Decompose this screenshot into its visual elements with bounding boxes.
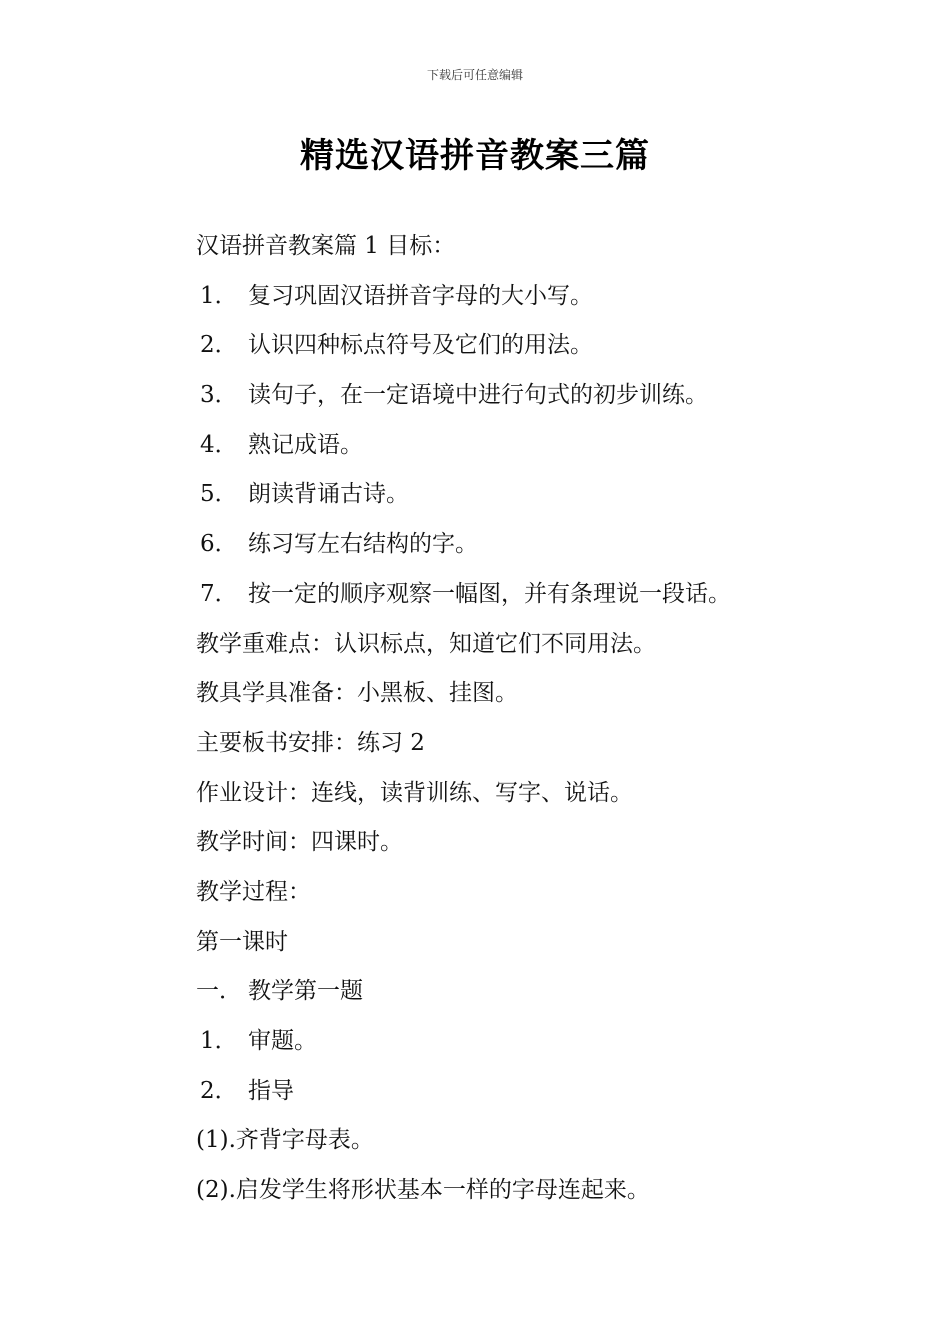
- list-number: 1．: [200, 282, 238, 309]
- paragraph-text: 第一课时: [196, 928, 288, 955]
- paragraph-text: (2).启发学生将形状基本一样的字母连起来。: [196, 1177, 650, 1204]
- list-item: [196, 470, 896, 520]
- paragraph-text: 主要板书安排：练习 2: [196, 729, 425, 756]
- list-item: [196, 967, 896, 1017]
- sub-list-item: [196, 1116, 896, 1166]
- sub-list-item: [196, 1166, 896, 1216]
- paragraph-text: 作业设计：连线，读背训练、写字、说话。: [196, 779, 633, 806]
- list-item-text: 读句子，在一定语境中进行句式的初步训练。: [248, 382, 708, 409]
- paragraph-text: 教学过程：: [196, 878, 311, 905]
- list-item: [196, 272, 896, 322]
- list-number: 5．: [200, 481, 238, 508]
- paragraph-text: 教学时间：四课时。: [196, 829, 403, 856]
- list-item: [196, 570, 896, 620]
- paragraph: [196, 818, 896, 868]
- paragraph: [196, 769, 896, 819]
- paragraph-text: 教具学具准备：小黑板、挂图。: [196, 680, 518, 707]
- paragraph: [196, 719, 896, 769]
- list-number: 一．: [196, 978, 242, 1005]
- paragraph-heading: [196, 222, 896, 272]
- list-item-text: 练习写左右结构的字。: [248, 531, 478, 558]
- list-number: 6．: [200, 531, 238, 558]
- paragraph-text: 汉语拼音教案篇 1 目标：: [196, 233, 456, 259]
- list-item: [196, 1017, 896, 1067]
- list-item-text: 朗读背诵古诗。: [248, 481, 409, 508]
- document-title: 精选汉语拼音教案三篇: [300, 136, 650, 176]
- paragraph: [196, 868, 896, 918]
- list-item-text: 指导: [248, 1077, 294, 1104]
- list-item: [196, 321, 896, 371]
- list-number: 1．: [200, 1028, 238, 1054]
- paragraph: [196, 620, 896, 670]
- list-item-text: 复习巩固汉语拼音字母的大小写。: [248, 282, 593, 309]
- list-item-text: 教学第一题: [248, 978, 363, 1005]
- list-item-text: 按一定的顺序观察一幅图，并有条理说一段话。: [248, 580, 731, 607]
- header-note: 下载后可任意编辑: [426, 68, 523, 82]
- list-number: 2．: [200, 332, 238, 359]
- paragraph-text: 教学重难点：认识标点，知道它们不同用法。: [196, 630, 656, 657]
- paragraph: [196, 669, 896, 719]
- list-number: 2．: [200, 1077, 238, 1104]
- list-item: [196, 421, 896, 471]
- list-item: [196, 520, 896, 570]
- document-body: [196, 222, 896, 1216]
- list-item-text: 熟记成语。: [248, 431, 363, 458]
- list-number: 4．: [200, 431, 238, 458]
- section-heading: [196, 918, 896, 968]
- paragraph-text: (1).齐背字母表。: [196, 1127, 374, 1154]
- list-item: [196, 371, 896, 421]
- list-item-text: 审题。: [248, 1028, 317, 1054]
- list-item-text: 认识四种标点符号及它们的用法。: [248, 332, 593, 359]
- list-number: 7．: [200, 580, 238, 607]
- list-number: 3．: [200, 382, 238, 409]
- list-item: [196, 1067, 896, 1117]
